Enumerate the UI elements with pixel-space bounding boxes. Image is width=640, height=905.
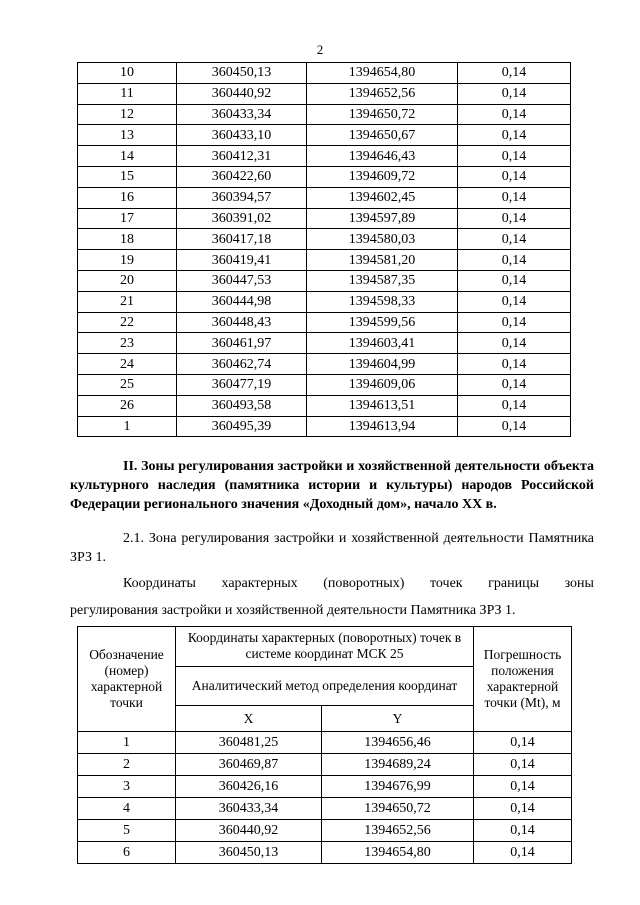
- y-coordinate-cell: 1394602,45: [307, 187, 458, 208]
- table-row: [78, 374, 571, 395]
- x-coordinate-cell: 360419,41: [177, 250, 307, 271]
- point-number-cell: 3: [78, 776, 176, 798]
- y-coordinate-cell: 1394652,56: [322, 820, 474, 842]
- point-number-cell: 5: [78, 820, 176, 842]
- coordinates-intro-line-1: [123, 576, 594, 592]
- x-coordinate-cell: 360481,25: [176, 732, 322, 754]
- point-number-cell: 25: [78, 374, 177, 395]
- x-coordinate-cell: 360422,60: [177, 166, 307, 187]
- accuracy-cell: 0,14: [458, 291, 571, 312]
- header-y: Y: [322, 706, 474, 732]
- table-row: [78, 146, 571, 167]
- point-number-cell: 13: [78, 125, 177, 146]
- accuracy-cell: 0,14: [474, 776, 572, 798]
- table-row: [78, 312, 571, 333]
- point-number-cell: 15: [78, 166, 177, 187]
- accuracy-cell: 0,14: [474, 754, 572, 776]
- point-number-cell: 2: [78, 754, 176, 776]
- point-number-cell: 20: [78, 270, 177, 291]
- x-coordinate-cell: 360477,19: [177, 374, 307, 395]
- zone-coordinates-table: [77, 626, 572, 864]
- accuracy-cell: 0,14: [474, 842, 572, 864]
- point-number-cell: 22: [78, 312, 177, 333]
- table-row: [78, 776, 572, 798]
- header-method: Аналитический метод определения координат: [176, 666, 474, 706]
- x-coordinate-cell: 360433,10: [177, 125, 307, 146]
- table-row: [78, 354, 571, 375]
- point-number-cell: 26: [78, 395, 177, 416]
- y-coordinate-cell: 1394689,24: [322, 754, 474, 776]
- point-number-cell: 12: [78, 104, 177, 125]
- accuracy-cell: 0,14: [458, 125, 571, 146]
- accuracy-cell: 0,14: [458, 416, 571, 437]
- y-coordinate-cell: 1394613,51: [307, 395, 458, 416]
- accuracy-cell: 0,14: [458, 395, 571, 416]
- point-number-cell: 1: [78, 416, 177, 437]
- point-number-cell: 4: [78, 798, 176, 820]
- point-number-cell: 14: [78, 146, 177, 167]
- y-coordinate-cell: 1394609,72: [307, 166, 458, 187]
- table-row: [78, 63, 571, 84]
- point-number-cell: 19: [78, 250, 177, 271]
- x-coordinate-cell: 360450,13: [176, 842, 322, 864]
- x-coordinate-cell: 360462,74: [177, 354, 307, 375]
- accuracy-cell: 0,14: [458, 83, 571, 104]
- header-point-number: Обозначение (номер) характерной точки: [78, 627, 176, 732]
- y-coordinate-cell: 1394587,35: [307, 270, 458, 291]
- point-number-cell: 23: [78, 333, 177, 354]
- x-coordinate-cell: 360433,34: [177, 104, 307, 125]
- point-number-cell: 18: [78, 229, 177, 250]
- x-coordinate-cell: 360493,58: [177, 395, 307, 416]
- point-number-cell: 17: [78, 208, 177, 229]
- y-coordinate-cell: 1394654,80: [307, 63, 458, 84]
- x-coordinate-cell: 360433,34: [176, 798, 322, 820]
- intro-word: характерных: [221, 576, 298, 591]
- table-body: [78, 63, 571, 437]
- accuracy-cell: 0,14: [474, 820, 572, 842]
- accuracy-cell: 0,14: [458, 104, 571, 125]
- point-number-cell: 1: [78, 732, 176, 754]
- table-row: [78, 270, 571, 291]
- table-row: [78, 820, 572, 842]
- y-coordinate-cell: 1394652,56: [307, 83, 458, 104]
- header-x: X: [176, 706, 322, 732]
- y-coordinate-cell: 1394581,20: [307, 250, 458, 271]
- table-row: [78, 208, 571, 229]
- table-row: [78, 291, 571, 312]
- accuracy-cell: 0,14: [458, 229, 571, 250]
- accuracy-cell: 0,14: [458, 374, 571, 395]
- x-coordinate-cell: 360448,43: [177, 312, 307, 333]
- y-coordinate-cell: 1394604,99: [307, 354, 458, 375]
- table-row: [78, 229, 571, 250]
- intro-word: зоны: [564, 576, 594, 591]
- point-number-cell: 11: [78, 83, 177, 104]
- subsection-2-1: 2.1. Зона регулирования застройки и хозяйственной деятельности Памятника ЗРЗ 1.: [70, 531, 594, 565]
- table-row: [78, 250, 571, 271]
- y-coordinate-cell: 1394646,43: [307, 146, 458, 167]
- x-coordinate-cell: 360440,92: [176, 820, 322, 842]
- x-coordinate-cell: 360495,39: [177, 416, 307, 437]
- coordinates-table-continued: [77, 62, 571, 437]
- accuracy-cell: 0,14: [474, 732, 572, 754]
- x-coordinate-cell: 360461,97: [177, 333, 307, 354]
- y-coordinate-cell: 1394650,72: [322, 798, 474, 820]
- table-row: [78, 395, 571, 416]
- y-coordinate-cell: 1394580,03: [307, 229, 458, 250]
- y-coordinate-cell: 1394656,46: [322, 732, 474, 754]
- accuracy-cell: 0,14: [458, 208, 571, 229]
- point-number-cell: 24: [78, 354, 177, 375]
- table-row: [78, 187, 571, 208]
- table-row: [78, 333, 571, 354]
- accuracy-cell: 0,14: [458, 166, 571, 187]
- x-coordinate-cell: 360469,87: [176, 754, 322, 776]
- accuracy-cell: 0,14: [458, 63, 571, 84]
- intro-word: границы: [488, 576, 540, 591]
- accuracy-cell: 0,14: [458, 187, 571, 208]
- accuracy-cell: 0,14: [458, 146, 571, 167]
- x-coordinate-cell: 360447,53: [177, 270, 307, 291]
- x-coordinate-cell: 360391,02: [177, 208, 307, 229]
- coordinates-intro-line-2: регулирования застройки и хозяйственной деятельности Памятника ЗРЗ 1.: [70, 603, 516, 618]
- y-coordinate-cell: 1394650,72: [307, 104, 458, 125]
- table-row: [78, 166, 571, 187]
- page-number: 2: [316, 42, 324, 57]
- table-row: [78, 754, 572, 776]
- y-coordinate-cell: 1394603,41: [307, 333, 458, 354]
- table-header-row: [78, 627, 572, 667]
- x-coordinate-cell: 360450,13: [177, 63, 307, 84]
- x-coordinate-cell: 360440,92: [177, 83, 307, 104]
- y-coordinate-cell: 1394650,67: [307, 125, 458, 146]
- accuracy-cell: 0,14: [474, 798, 572, 820]
- y-coordinate-cell: 1394609,06: [307, 374, 458, 395]
- y-coordinate-cell: 1394599,56: [307, 312, 458, 333]
- y-coordinate-cell: 1394598,33: [307, 291, 458, 312]
- accuracy-cell: 0,14: [458, 250, 571, 271]
- table-row: [78, 416, 571, 437]
- intro-word: точек: [429, 576, 463, 591]
- y-coordinate-cell: 1394676,99: [322, 776, 474, 798]
- accuracy-cell: 0,14: [458, 270, 571, 291]
- intro-word: (поворотных): [323, 576, 405, 591]
- point-number-cell: 16: [78, 187, 177, 208]
- y-coordinate-cell: 1394613,94: [307, 416, 458, 437]
- point-number-cell: 21: [78, 291, 177, 312]
- header-accuracy: Погрешность положения характерной точки (Mt), м: [474, 627, 572, 732]
- point-number-cell: 10: [78, 63, 177, 84]
- intro-word: Координаты: [123, 576, 196, 591]
- table-row: [78, 125, 571, 146]
- x-coordinate-cell: 360417,18: [177, 229, 307, 250]
- y-coordinate-cell: 1394597,89: [307, 208, 458, 229]
- point-number-cell: 6: [78, 842, 176, 864]
- table-row: [78, 104, 571, 125]
- x-coordinate-cell: 360394,57: [177, 187, 307, 208]
- table-row: [78, 83, 571, 104]
- x-coordinate-cell: 360426,16: [176, 776, 322, 798]
- table-row: [78, 798, 572, 820]
- accuracy-cell: 0,14: [458, 333, 571, 354]
- table-row: [78, 842, 572, 864]
- y-coordinate-cell: 1394654,80: [322, 842, 474, 864]
- accuracy-cell: 0,14: [458, 312, 571, 333]
- accuracy-cell: 0,14: [458, 354, 571, 375]
- x-coordinate-cell: 360444,98: [177, 291, 307, 312]
- table-body: [78, 732, 572, 864]
- header-coordinate-system: Координаты характерных (поворотных) точек в системе координат МСК 25: [176, 627, 474, 667]
- x-coordinate-cell: 360412,31: [177, 146, 307, 167]
- table-row: [78, 732, 572, 754]
- section-heading: II. Зоны регулирования застройки и хозяйственной деятельности объекта культурного наследия (памятника истории и культуры) народов Российской Федерации регионального значения «Доходный дом», начало XX в.: [70, 459, 594, 512]
